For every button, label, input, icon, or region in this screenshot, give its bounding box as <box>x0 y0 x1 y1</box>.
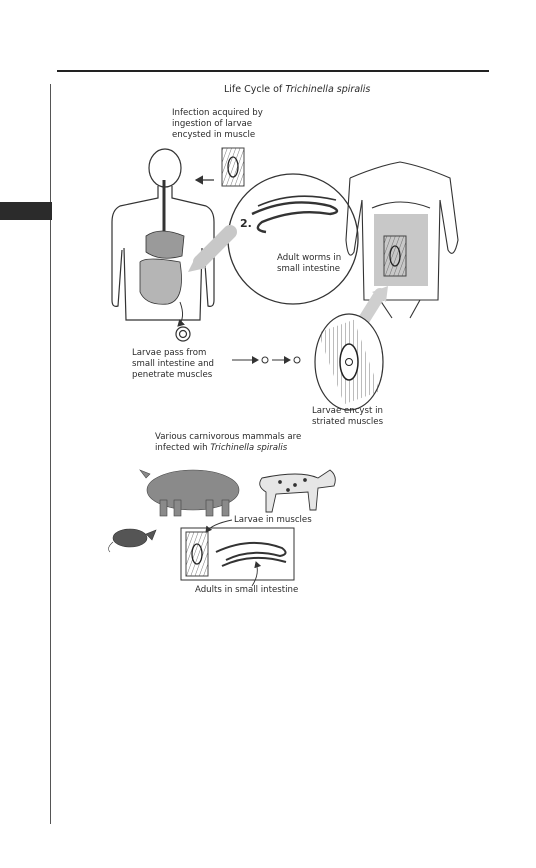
muscle-tissue-sample <box>222 148 244 186</box>
encysted-muscle-tissue <box>384 236 406 276</box>
larvae-in-muscles-label: Larvae in muscles <box>234 515 312 525</box>
coiled-larva-icon <box>176 327 190 341</box>
dog-icon <box>260 470 336 512</box>
larvae-pass-label: Larvae pass from small intestine and penetrate muscles <box>132 348 214 380</box>
flow-arrow-down <box>178 302 183 326</box>
carnivorous-mammals-label: Various carnivorous mammals are infected wih Trichinella spiralis <box>155 432 302 453</box>
adult-worms-circle <box>228 174 358 304</box>
figure-title: Life Cycle of Trichinella spiralis <box>224 84 371 95</box>
gray-arrow-to-intestine <box>200 232 230 262</box>
larvae-migration-arrows <box>232 357 300 363</box>
step-number: 2. <box>240 217 252 230</box>
rat-icon <box>109 529 156 552</box>
digestive-tract <box>140 180 184 304</box>
larvae-encyst-label: Larvae encyst in striated muscles <box>312 406 384 427</box>
adults-in-small-intestine-label: Adults in small intestine <box>195 585 299 595</box>
pig-icon <box>140 470 239 516</box>
infection-label: Infection acquired by ingestion of larvae encysted in muscle <box>172 108 263 140</box>
adult-worms-label: Adult worms in small intestine <box>277 253 342 274</box>
